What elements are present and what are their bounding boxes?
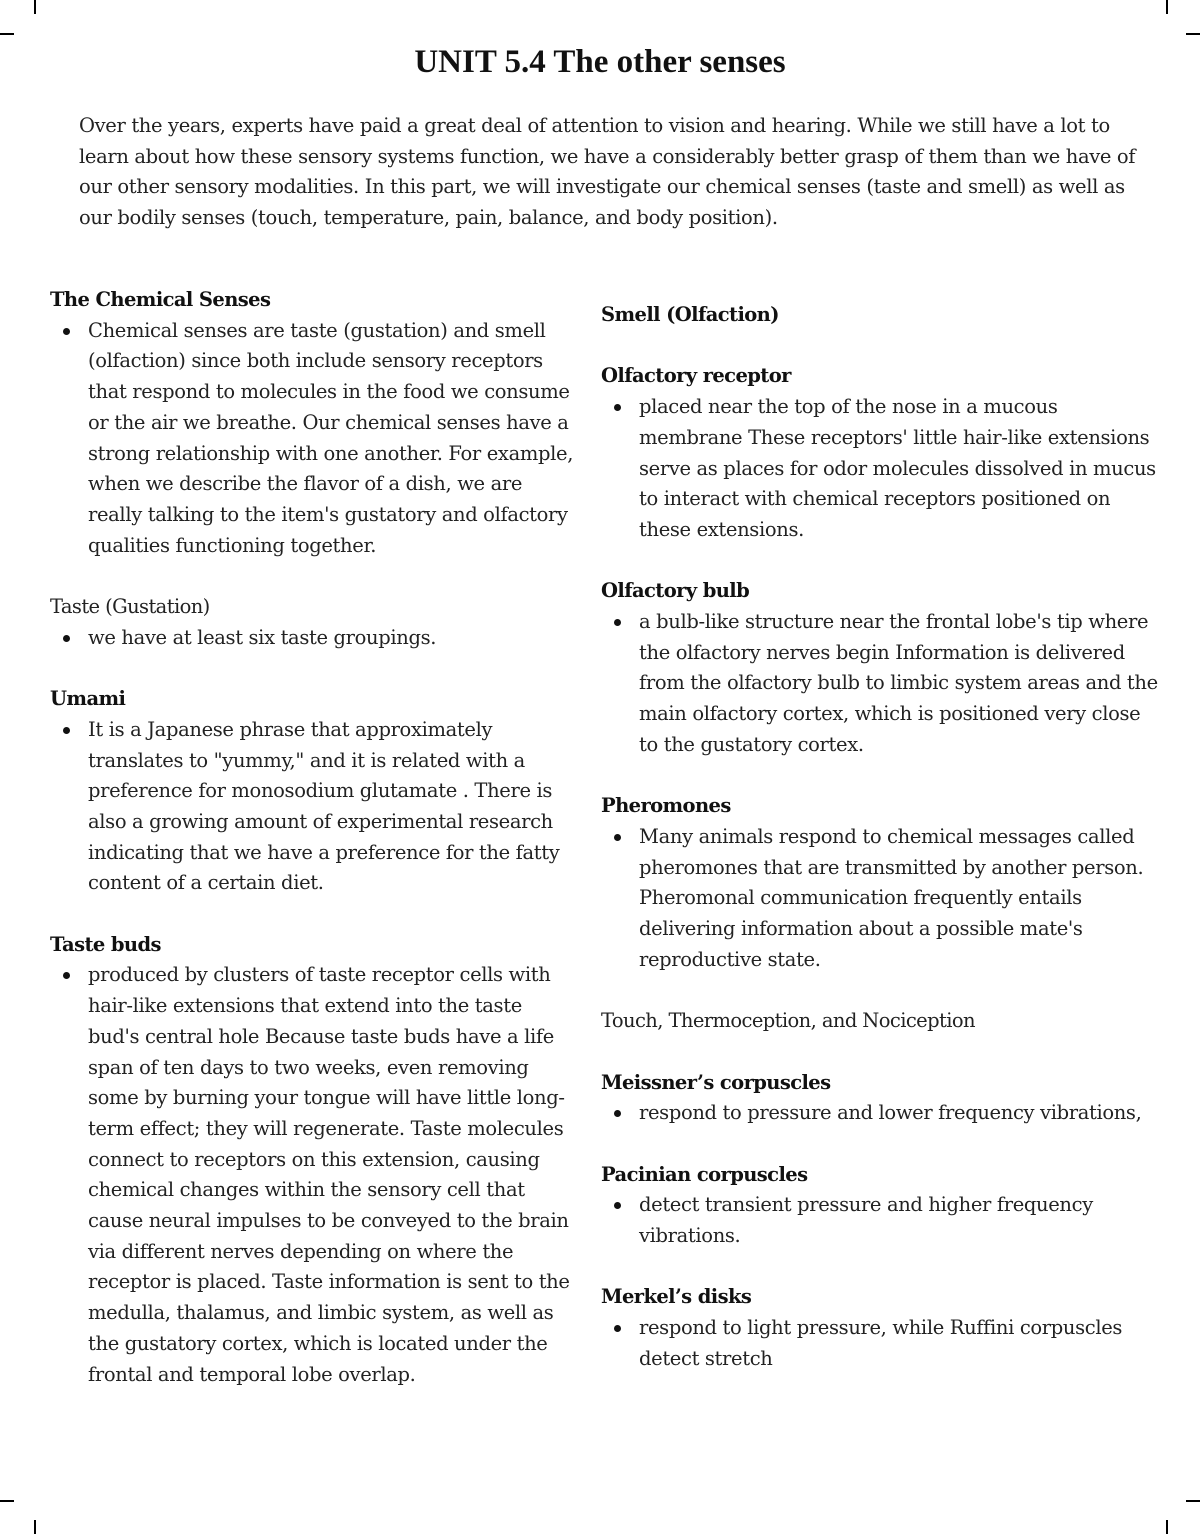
bullet-item: we have at least six taste groupings. bbox=[50, 623, 575, 654]
section-taste bbox=[50, 592, 575, 653]
bullet-list bbox=[601, 1098, 1161, 1129]
section-heading: Pheromones bbox=[601, 794, 731, 818]
crop-mark-bottom-left-h bbox=[0, 1500, 14, 1502]
section-merkel bbox=[601, 1282, 1161, 1374]
section-heading: Taste buds bbox=[50, 932, 161, 956]
section-olfactory-receptor bbox=[601, 361, 1161, 545]
bullet-item: respond to pressure and lower frequency vibrations, bbox=[601, 1098, 1161, 1129]
crop-mark-bottom-right-h bbox=[1186, 1500, 1200, 1502]
bullet-list bbox=[601, 1190, 1161, 1251]
bullet-item: placed near the top of the nose in a mucous membrane These receptors' little hair-like extensions serve as places for odor molecules dissolved in mucus to interact with chemical receptors positioned on these extensions. bbox=[601, 392, 1161, 546]
crop-mark-bottom-left-v bbox=[34, 1520, 36, 1534]
bullet-item: Chemical senses are taste (gustation) and smell (olfaction) since both include sensory receptors that respond to molecules in the food we consume or the air we breathe. Our chemical senses have a strong relationship with one another. For example, when we describe the flavor of a dish, we are really talking to the item's gustatory and olfactory qualities functioning together. bbox=[50, 316, 575, 562]
intro-paragraph: Over the years, experts have paid a great deal of attention to vision and hearing. While we still have a lot to learn about how these sensory systems function, we have a considerably better grasp of them than we have of our other sensory modalities. In this part, we will investigate our chemical senses (taste and smell) as well as our bodily senses (touch, temperature, pain, balance, and body position). bbox=[79, 114, 1136, 230]
bullet-item: It is a Japanese phrase that approximately translates to "yummy," and it is related with a preference for monosodium glutamate . There is also a growing amount of experimental research indicating that we have a preference for the fatty content of a certain diet. bbox=[50, 715, 575, 899]
section-smell bbox=[601, 300, 1161, 331]
bullet-list bbox=[601, 822, 1161, 976]
bullet-list bbox=[50, 623, 575, 654]
bullet-list bbox=[601, 607, 1161, 761]
section-chemical-senses bbox=[50, 285, 575, 561]
right-column bbox=[601, 300, 1161, 1405]
crop-mark-top-right-h bbox=[1186, 33, 1200, 35]
section-heading: Pacinian corpuscles bbox=[601, 1162, 808, 1186]
crop-mark-top-left-h bbox=[0, 33, 14, 35]
crop-mark-bottom-right-v bbox=[1166, 1520, 1168, 1534]
bullet-item: a bulb-like structure near the frontal lobe's tip where the olfactory nerves begin Information is delivered from the olfactory bulb to limbic system areas and the main olfactory cortex, which is positioned very close to the gustatory cortex. bbox=[601, 607, 1161, 761]
bullet-list bbox=[601, 392, 1161, 546]
section-heading: The Chemical Senses bbox=[50, 288, 271, 311]
section-umami bbox=[50, 684, 575, 899]
section-heading: Olfactory receptor bbox=[601, 364, 791, 388]
section-heading: Merkel’s disks bbox=[601, 1285, 752, 1309]
bullet-list bbox=[50, 960, 575, 1390]
section-pacinian bbox=[601, 1160, 1161, 1252]
crop-mark-top-left-v bbox=[34, 0, 36, 14]
section-heading: Meissner’s corpuscles bbox=[601, 1070, 831, 1094]
bullet-item: detect transient pressure and higher frequency vibrations. bbox=[601, 1190, 1161, 1251]
bullet-item: produced by clusters of taste receptor cells with hair-like extensions that extend into the taste bud's central hole Because taste buds have a life span of ten days to two weeks, even removing some by burning your tongue will have little long-term effect; they will regenerate. Taste molecules connect to receptors on this extension, causing chemical changes within the sensory cell that cause neural impulses to be conveyed to the brain via different nerves depending on where the receptor is placed. Taste information is sent to the medulla, thalamus, and limbic system, as well as the gustatory cortex, which is located under the frontal and temporal lobe overlap. bbox=[50, 960, 575, 1390]
section-pheromones bbox=[601, 791, 1161, 975]
section-taste-buds bbox=[50, 930, 575, 1391]
bullet-list bbox=[601, 1313, 1161, 1374]
bullet-list bbox=[50, 715, 575, 899]
section-heading: Olfactory bulb bbox=[601, 579, 750, 603]
section-heading: Smell (Olfaction) bbox=[601, 303, 779, 326]
bullet-list bbox=[50, 316, 575, 562]
section-olfactory-bulb bbox=[601, 576, 1161, 760]
page-title: UNIT 5.4 The other senses bbox=[414, 44, 786, 80]
section-heading: Touch, Thermoception, and Nociception bbox=[601, 1009, 975, 1033]
section-touch bbox=[601, 1006, 1161, 1037]
bullet-item: respond to light pressure, while Ruffini corpuscles detect stretch bbox=[601, 1313, 1161, 1374]
section-heading: Umami bbox=[50, 687, 126, 711]
left-column bbox=[50, 285, 575, 1421]
section-heading: Taste (Gustation) bbox=[50, 595, 210, 619]
bullet-item: Many animals respond to chemical messages called pheromones that are transmitted by another person. Pheromonal communication frequently entails delivering information about a possible mate's reproductive state. bbox=[601, 822, 1161, 976]
crop-mark-top-right-v bbox=[1166, 0, 1168, 14]
section-meissner bbox=[601, 1068, 1161, 1129]
